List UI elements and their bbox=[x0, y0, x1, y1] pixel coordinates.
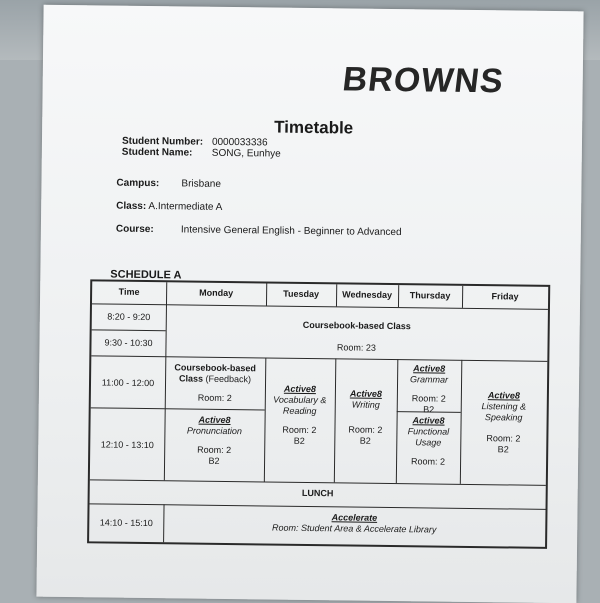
class-value: A.Intermediate A bbox=[148, 201, 223, 213]
header-friday: Friday bbox=[491, 291, 519, 302]
header-time: Time bbox=[118, 286, 140, 297]
wednesday-cell: Active8 Writing Room: 2 B2 bbox=[348, 388, 383, 446]
thursday-grammar-cell: Active8 Grammar Room: 2 B2 bbox=[410, 363, 449, 415]
schedule-label: SCHEDULE A bbox=[110, 268, 182, 282]
timetable-document bbox=[36, 5, 583, 603]
monday-coursebook-cell: Coursebook-based Class (Feedback) Room: 2 bbox=[174, 362, 257, 404]
thursday-functional-cell: Active8 Functional Usage Room: 2 bbox=[407, 415, 450, 467]
coursebook-class-title: Coursebook-based Class bbox=[302, 319, 411, 332]
course-value: Intensive General English - Beginner to Advanced bbox=[180, 224, 402, 239]
page-title: Timetable bbox=[274, 117, 354, 138]
course-label: Course: bbox=[115, 223, 154, 236]
class-label: Class: bbox=[116, 200, 147, 212]
class-row bbox=[116, 201, 222, 213]
tuesday-cell: Active8 Vocabulary & Reading Room: 2 B2 bbox=[273, 383, 327, 446]
coursebook-class-room: Room: 23 bbox=[336, 342, 377, 353]
time-slot: 8:20 - 9:20 bbox=[107, 311, 151, 323]
lunch-row: LUNCH bbox=[301, 487, 334, 499]
campus-value: Brisbane bbox=[181, 178, 221, 190]
student-number: 0000033336 bbox=[211, 136, 268, 149]
friday-cell: Active8 Listening & Speaking Room: 2 B2 bbox=[481, 390, 527, 455]
campus-row bbox=[116, 178, 159, 190]
time-slot: 14:10 - 15:10 bbox=[99, 517, 153, 529]
header-monday: Monday bbox=[199, 287, 234, 299]
monday-pronunciation-cell: Active8 Pronunciation Room: 2 B2 bbox=[186, 414, 243, 466]
student-number-label: Student Number: bbox=[121, 135, 204, 148]
header-thursday: Thursday bbox=[409, 290, 451, 301]
time-slot: 11:00 - 12:00 bbox=[101, 377, 155, 389]
student-name-row bbox=[122, 147, 193, 159]
campus-label: Campus: bbox=[116, 177, 160, 190]
browns-logo: BROWNS bbox=[340, 60, 506, 101]
course-row bbox=[116, 224, 154, 235]
schedule-table bbox=[87, 279, 550, 549]
header-wednesday: Wednesday bbox=[342, 289, 393, 301]
time-slot: 12:10 - 13:10 bbox=[100, 439, 154, 451]
header-tuesday: Tuesday bbox=[283, 288, 320, 300]
student-name-label: Student Name: bbox=[121, 146, 193, 159]
accelerate-cell: Accelerate Room: Student Area & Accelerate Library bbox=[271, 512, 437, 535]
time-slot: 9:30 - 10:30 bbox=[104, 337, 153, 349]
student-name: SONG, Eunhye bbox=[211, 147, 281, 160]
